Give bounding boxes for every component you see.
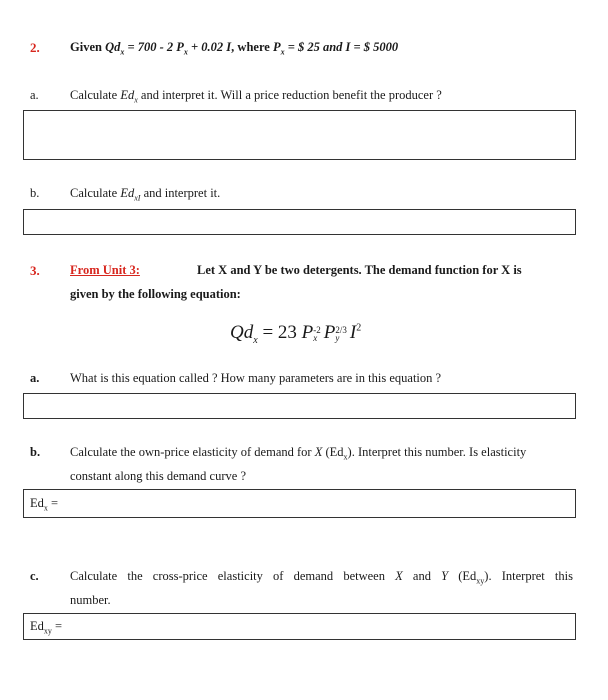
- q2-part-b-text: [70, 186, 220, 203]
- q2a-text: Calculate: [70, 88, 121, 102]
- q2-text: = 700 - 2: [124, 40, 177, 54]
- q3c-var-y: Y: [441, 569, 449, 583]
- q3-part-a-answer-box[interactable]: [23, 393, 576, 419]
- q2-text: = $ 5000: [350, 40, 399, 54]
- q2-text: Given: [70, 40, 106, 54]
- edxy-label-sub: xy: [43, 626, 52, 636]
- q2a-var: Ed: [120, 88, 135, 102]
- q3-part-c-text-line-2: number.: [70, 593, 111, 607]
- q3-part-a-label: a.: [30, 371, 40, 385]
- question-2-statement: [70, 40, 398, 57]
- q2-var: P: [176, 40, 184, 54]
- q3c-text: Calculate the cross-price elasticity of demand between: [70, 569, 396, 583]
- q3-intro-line-2: given by the following equation:: [70, 287, 241, 301]
- q2-part-a-text: [70, 88, 442, 105]
- q2-text: = $ 25 and: [284, 40, 346, 54]
- q2b-sub: xI: [134, 193, 141, 203]
- eq-qd: Qd: [230, 322, 254, 343]
- edx-label-sub: x: [43, 503, 48, 513]
- edx-label-text: Ed: [30, 496, 44, 510]
- q3-part-a-text: What is this equation called ? How many parameters are in this equation ?: [70, 371, 442, 385]
- edx-label: [30, 496, 58, 513]
- q3c-sub: xy: [476, 576, 485, 586]
- edxy-label: [30, 619, 62, 636]
- q3c-text: and: [402, 569, 442, 583]
- edxy-label-text: Ed: [30, 619, 44, 633]
- eq-i: I: [349, 322, 357, 343]
- q2-part-b-answer-box[interactable]: [23, 209, 576, 235]
- edx-label-eq: =: [47, 496, 59, 510]
- q2-var: I: [226, 40, 232, 54]
- q3-part-b-text-line-2: constant along this demand curve ?: [70, 469, 246, 483]
- q2-sub: x: [280, 47, 285, 57]
- q2-part-a-answer-box[interactable]: [23, 110, 576, 160]
- eq-px: P: [301, 322, 314, 343]
- q2b-var: Ed: [120, 186, 135, 200]
- eq-constant: = 23: [257, 322, 302, 343]
- q3b-var: X: [314, 445, 323, 459]
- q2-var: I: [345, 40, 351, 54]
- eq-py: P: [323, 322, 336, 343]
- eq-sub-x: x: [253, 334, 258, 346]
- question-2-number: 2.: [30, 40, 40, 55]
- q3-part-b-text-line-1: [70, 445, 526, 462]
- q3-part-c-text-line-1: [70, 569, 573, 586]
- q3-part-b-answer-box[interactable]: [23, 489, 576, 518]
- unit-3-link-text[interactable]: From Unit 3:: [70, 263, 140, 277]
- eq-px-sub: x: [313, 332, 318, 343]
- edxy-label-eq: =: [51, 619, 63, 633]
- question-3-number: 3.: [30, 263, 40, 278]
- q2-part-a-label: a.: [30, 88, 39, 102]
- q2b-text: Calculate: [70, 186, 121, 200]
- q2b-text: and interpret it.: [140, 186, 221, 200]
- eq-py-exp: 2/3: [335, 324, 347, 335]
- q3b-text: (Ed: [322, 445, 344, 459]
- q2-sub: x: [183, 47, 188, 57]
- q3-part-b-label: b.: [30, 445, 41, 459]
- q2-text: + 0.02: [187, 40, 227, 54]
- q3b-text: Calculate the own-price elasticity of demand for: [70, 445, 315, 459]
- q2a-text: and interpret it. Will a price reduction benefit the producer ?: [137, 88, 442, 102]
- q2-text: , where: [231, 40, 273, 54]
- unit-3-link[interactable]: [70, 263, 140, 278]
- q2-var: P: [272, 40, 281, 54]
- q2-sub: x: [120, 47, 125, 57]
- q3b-text: ). Interpret this number. Is elasticity: [347, 445, 527, 459]
- q3c-text: ). Interpret this: [484, 569, 573, 583]
- q3-part-c-answer-box[interactable]: [23, 613, 576, 640]
- eq-px-exp: -2: [313, 324, 321, 335]
- q3c-var-x: X: [395, 569, 403, 583]
- eq-py-sub: y: [335, 332, 340, 343]
- q2-var: Qd: [105, 40, 121, 54]
- q2-part-b-label: b.: [30, 186, 40, 200]
- q3-part-c-label: c.: [30, 569, 39, 583]
- q3c-text: (Ed: [448, 569, 477, 583]
- eq-i-exp: 2: [356, 322, 362, 334]
- q2a-sub: x: [134, 95, 138, 105]
- q3-intro-line-1: Let X and Y be two detergents. The demand function for X is: [197, 263, 522, 277]
- demand-equation: [230, 322, 361, 346]
- q3b-sub: x: [343, 452, 348, 462]
